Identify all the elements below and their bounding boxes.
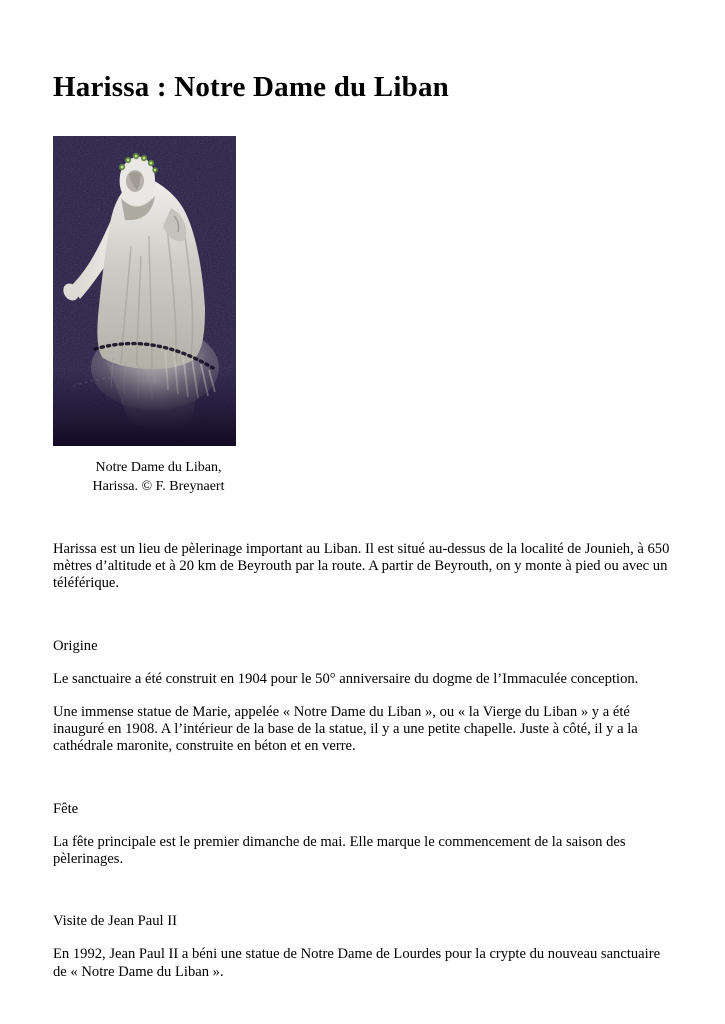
statue-figure [53, 136, 674, 496]
statue-photo [53, 136, 236, 446]
photo-caption-line1: Notre Dame du Liban, [95, 460, 222, 475]
photo-caption-line2: Harissa. © F. Breynaert [92, 478, 225, 494]
origine-paragraph-1: Le sanctuaire a été construit en 1904 pour le 50° anniversaire du dogme de l’Immaculée conception. [53, 670, 639, 687]
fete-paragraph-1: La fête principale est le premier dimanche de mai. Elle marque le commencement de la saison des pèlerinages. [53, 833, 626, 868]
page-title: Harissa : Notre Dame du Liban [53, 71, 449, 103]
section-heading-visite: Visite de Jean Paul II [53, 913, 177, 930]
photo-caption [66, 459, 251, 496]
intro-paragraph: Harissa est un lieu de pèlerinage important au Liban. Il est situé au-dessus de la localité de Jounieh, à 650 mètres d’altitude et à 20 km de Beyrouth par la route. A partir de Beyrouth, on y monte à pied ou avec un téléférique. [53, 541, 670, 592]
section-heading-fete: Fête [53, 800, 79, 817]
origine-paragraph-2: Une immense statue de Marie, appelée « Notre Dame du Liban », ou « la Vierge du Liban » y a été inauguré en 1908. A l’intérieur de la base de la statue, il y a une petite chapelle. Juste à côté, il y a la cathédrale maronite, construite en béton et en verre. [53, 704, 638, 755]
visite-paragraph-1: En 1992, Jean Paul II a béni une statue de Notre Dame de Lourdes pour la crypte du nouveau sanctuaire de « Notre Dame du Liban ». [53, 946, 661, 980]
section-heading-origine: Origine [53, 637, 98, 654]
